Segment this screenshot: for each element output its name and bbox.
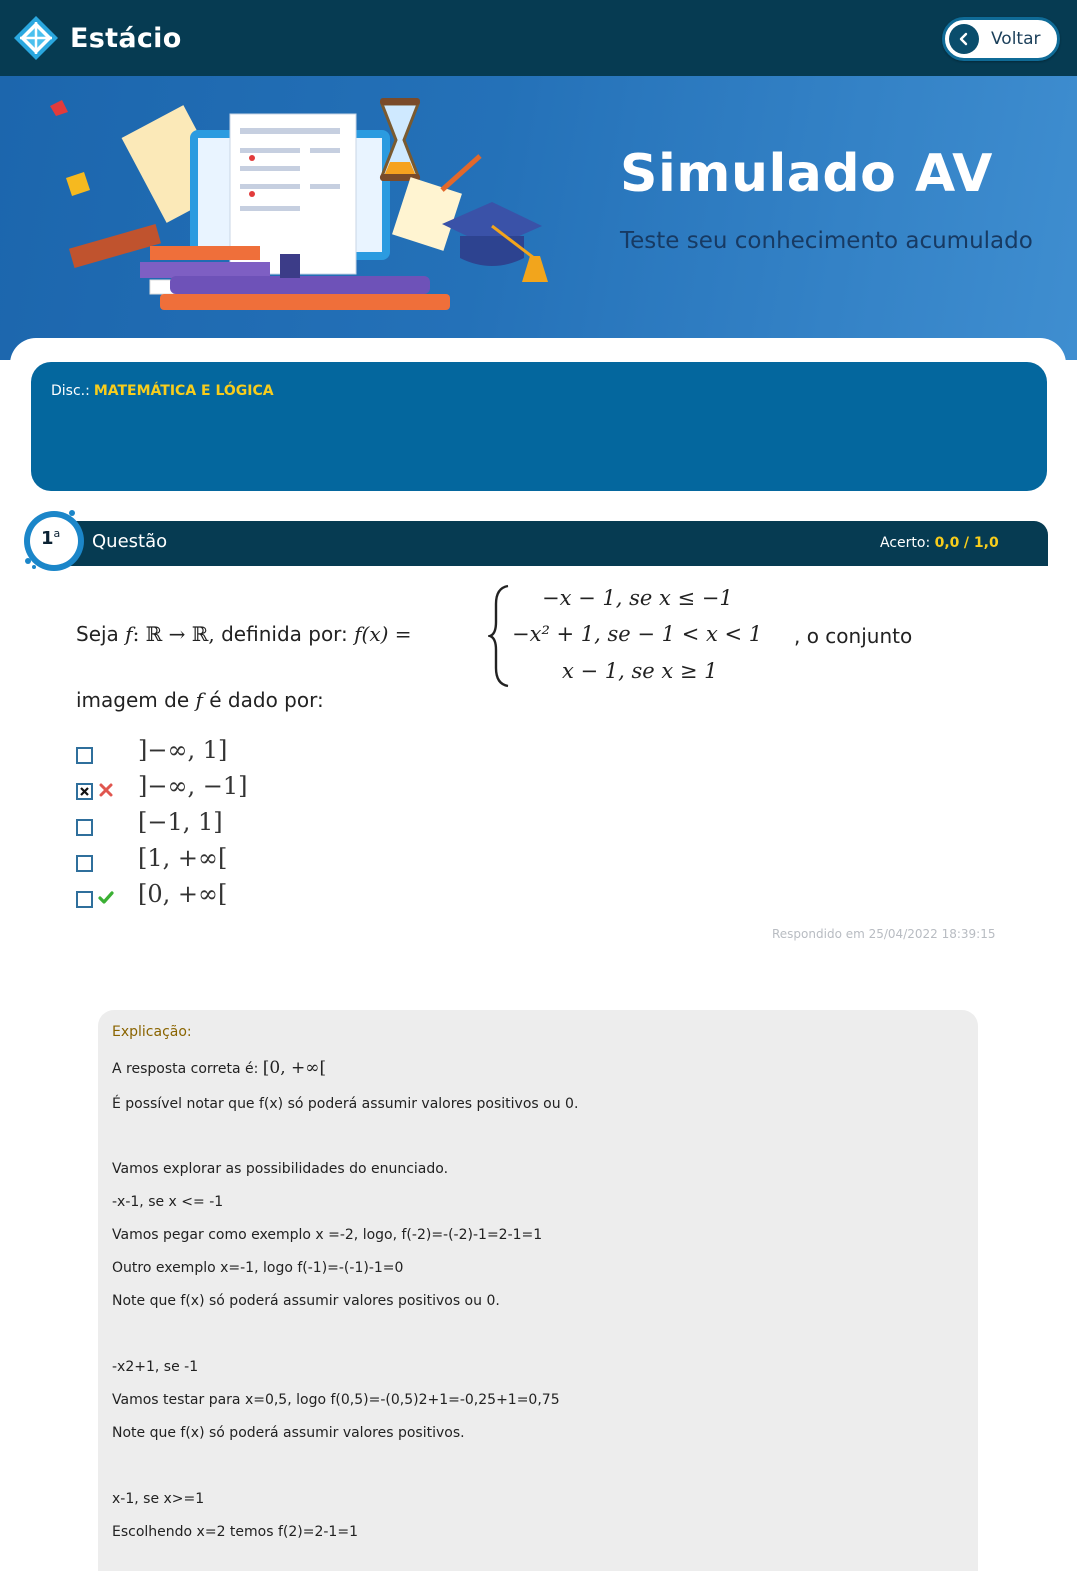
explanation-title: Explicação: <box>112 1024 192 1040</box>
case-1: −x − 1, se x ≤ −1 <box>542 586 733 610</box>
question-statement-line-2: imagem de f é dado por: <box>76 688 324 712</box>
question-statement: Seja f: ℝ → ℝ, definida por: f(x) = <box>76 622 412 646</box>
explanation-line: Note que f(x) só poderá assumir valores positivos ou 0. <box>112 1293 500 1309</box>
correct-answer-check-icon <box>98 890 114 906</box>
option-checkbox-checked[interactable] <box>76 783 93 800</box>
question-score: Acerto: 0,0 / 1,0 <box>880 535 999 551</box>
explanation-line: -x2+1, se -1 <box>112 1359 199 1375</box>
answer-option[interactable] <box>76 880 228 914</box>
explanation-line: Note que f(x) só poderá assumir valores positivos. <box>112 1425 465 1441</box>
option-checkbox[interactable] <box>76 891 93 908</box>
answered-timestamp: Respondido em 25/04/2022 18:39:15 <box>772 927 996 941</box>
explanation-panel <box>98 1010 978 1571</box>
page-subtitle: Teste seu conhecimento acumulado <box>620 228 1033 254</box>
brand-logo[interactable] <box>12 14 182 62</box>
option-text: [−1, 1] <box>138 808 223 836</box>
chevron-left-icon <box>949 24 979 54</box>
question-number: 1$^a$ <box>41 527 61 549</box>
option-text: [1, +∞[ <box>138 844 228 872</box>
explanation-line: Escolhendo x=2 temos f(2)=2-1=1 <box>112 1524 358 1540</box>
back-button-label: Voltar <box>991 29 1041 49</box>
wrong-answer-icon <box>98 782 114 798</box>
piecewise-brace <box>488 584 512 688</box>
question-title: Questão <box>92 531 168 552</box>
statement-suffix: , o conjunto <box>794 624 913 648</box>
study-illustration <box>40 86 580 346</box>
brand-name: Estácio <box>70 22 182 54</box>
explanation-line: -x-1, se x <= -1 <box>112 1194 224 1210</box>
discipline-card <box>31 362 1047 491</box>
option-checkbox[interactable] <box>76 819 93 836</box>
case-2: −x² + 1, se − 1 < x < 1 <box>512 622 763 646</box>
answer-option[interactable] <box>76 844 228 878</box>
page-title: Simulado AV <box>620 144 993 204</box>
explanation-line: É possível notar que f(x) só poderá assumir valores positivos ou 0. <box>112 1096 579 1112</box>
explanation-line: Vamos testar para x=0,5, logo f(0,5)=-(0,5)2+1=-0,25+1=0,75 <box>112 1392 560 1408</box>
option-text: [0, +∞[ <box>138 880 228 908</box>
estacio-logo-icon <box>12 14 60 62</box>
discipline-label: Disc.: MATEMÁTICA E LÓGICA <box>51 383 274 399</box>
explanation-line: Outro exemplo x=-1, logo f(-1)=-(-1)-1=0 <box>112 1260 404 1276</box>
answer-option[interactable] <box>76 772 248 806</box>
option-checkbox[interactable] <box>76 855 93 872</box>
back-button[interactable] <box>942 17 1060 61</box>
answer-option[interactable] <box>76 808 223 842</box>
explanation-line: x-1, se x>=1 <box>112 1491 205 1507</box>
correct-answer-line: A resposta correta é: [0, +∞[ <box>112 1058 327 1078</box>
explanation-line: Vamos pegar como exemplo x =-2, logo, f(-2)=-(-2)-1=2-1=1 <box>112 1227 543 1243</box>
hero-banner <box>0 76 1077 360</box>
discipline-name: MATEMÁTICA E LÓGICA <box>93 383 274 399</box>
answer-option[interactable] <box>76 736 228 770</box>
top-bar <box>0 0 1077 76</box>
option-text: ]−∞, 1] <box>138 736 228 764</box>
case-3: x − 1, se x ≥ 1 <box>562 659 718 683</box>
option-checkbox[interactable] <box>76 747 93 764</box>
explanation-line: Vamos explorar as possibilidades do enunciado. <box>112 1161 449 1177</box>
option-text: ]−∞, −1] <box>138 772 248 800</box>
